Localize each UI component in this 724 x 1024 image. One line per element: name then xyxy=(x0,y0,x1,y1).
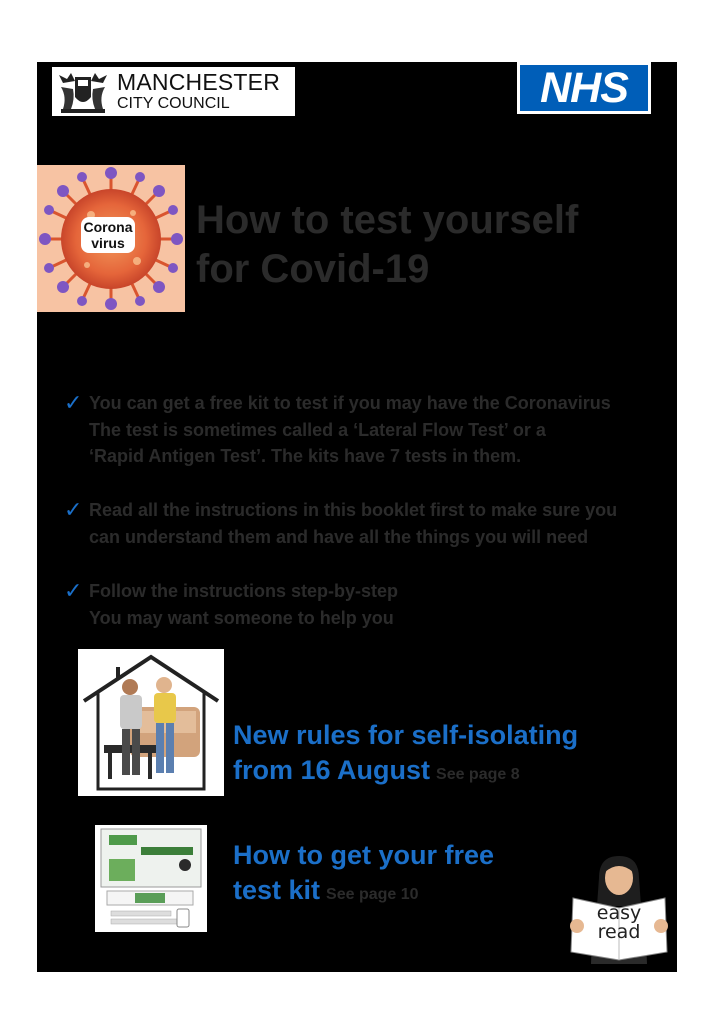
feature-title-line1: New rules for self-isolating xyxy=(233,720,579,750)
checklist-line: You may want someone to help you xyxy=(89,607,394,628)
easy-read-line1: easy xyxy=(596,902,642,924)
feature-title-line2: from 16 August xyxy=(233,755,431,785)
check-icon: ✓ xyxy=(64,497,83,522)
checklist-line: Follow the instructions step-by-step xyxy=(89,581,399,601)
see-page-link[interactable]: See page 8 xyxy=(436,766,520,783)
easy-read-text xyxy=(589,904,649,942)
nhs-logo-text: NHS xyxy=(520,65,648,111)
test-kit-icon xyxy=(95,825,207,932)
page-title-line1: How to test yourself xyxy=(196,198,579,242)
council-crest-icon xyxy=(55,69,111,115)
checklist-line: Read all the instructions in this booklet first to make sure you xyxy=(89,500,618,520)
virus-label xyxy=(81,217,135,253)
page-title-line2: for Covid-19 xyxy=(196,247,430,291)
checklist-line: can understand them and have all the things you will need xyxy=(89,526,589,547)
easy-read-line2: read xyxy=(597,921,641,943)
manchester-city-council-logo xyxy=(52,67,295,116)
see-page-link[interactable]: See page 10 xyxy=(326,886,419,903)
checklist-line: The test is sometimes called a ‘Lateral Flow Test’ or a xyxy=(89,419,546,440)
page-title xyxy=(196,196,666,294)
nhs-logo xyxy=(517,62,651,114)
virus-label-line2: virus xyxy=(91,235,125,251)
test-kit-illustration xyxy=(95,825,207,932)
feature-title-line2: test kit xyxy=(233,875,321,905)
easy-read-badge xyxy=(563,848,675,968)
coronavirus-illustration xyxy=(37,165,185,312)
house-icon xyxy=(78,649,224,796)
check-icon: ✓ xyxy=(64,578,83,603)
checklist-line: You can get a free kit to test if you may have the Coronavirus xyxy=(89,393,611,413)
council-name-line2: CITY COUNCIL xyxy=(117,95,230,112)
feature-self-isolating xyxy=(233,718,578,792)
council-name-line1: MANCHESTER xyxy=(117,69,281,95)
check-icon: ✓ xyxy=(64,390,83,415)
virus-label-line1: Corona xyxy=(83,219,133,235)
feature-title-line1: How to get your free xyxy=(233,840,495,870)
self-isolating-illustration xyxy=(78,649,224,796)
checklist-line: ‘Rapid Antigen Test’. The kits have 7 tests in them. xyxy=(89,446,522,466)
feature-free-test-kit xyxy=(233,838,494,912)
